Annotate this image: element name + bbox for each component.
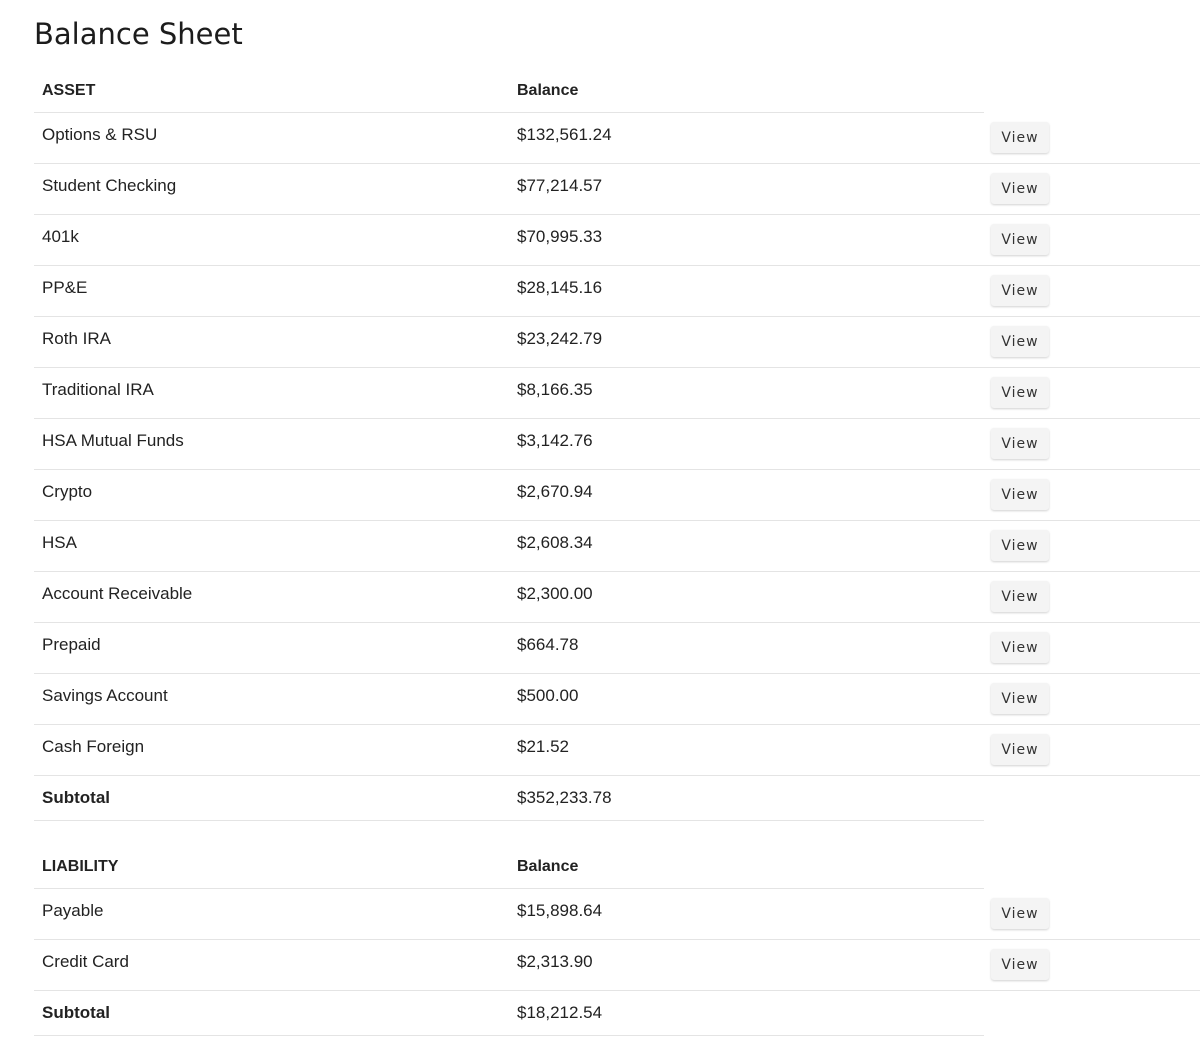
account-name: HSA Mutual Funds — [42, 431, 184, 450]
account-balance: $23,242.79 — [517, 329, 603, 348]
account-balance: $21.52 — [517, 737, 569, 756]
asset-table-header — [34, 70, 1200, 113]
table-row — [34, 215, 1200, 266]
liability-table — [34, 846, 1200, 1036]
table-row — [34, 889, 1200, 940]
account-name: HSA — [42, 533, 77, 552]
view-button[interactable]: View — [991, 224, 1049, 255]
account-name: Account Receivable — [42, 584, 193, 603]
table-row — [34, 470, 1200, 521]
view-button[interactable]: View — [991, 122, 1049, 153]
subtotal-label: Subtotal — [42, 1003, 110, 1022]
account-name: Savings Account — [42, 686, 168, 705]
asset-column-header: ASSET — [42, 82, 96, 99]
balance-column-header: Balance — [517, 858, 579, 875]
account-balance: $2,313.90 — [517, 952, 593, 971]
page-title: Balance Sheet — [34, 17, 243, 51]
view-button[interactable]: View — [991, 173, 1049, 204]
liability-table-header — [34, 846, 1200, 889]
account-balance: $2,670.94 — [517, 482, 593, 501]
account-name: Traditional IRA — [42, 380, 154, 399]
table-row — [34, 419, 1200, 470]
table-row — [34, 164, 1200, 215]
row-divider — [34, 820, 984, 821]
asset-subtotal-row — [34, 776, 1200, 821]
account-name: Cash Foreign — [42, 737, 145, 756]
view-button[interactable]: View — [991, 949, 1049, 980]
account-balance: $3,142.76 — [517, 431, 593, 450]
account-name: Student Checking — [42, 176, 177, 195]
subtotal-value: $352,233.78 — [517, 788, 612, 807]
subtotal-value: $18,212.54 — [517, 1003, 603, 1022]
view-button[interactable]: View — [991, 326, 1049, 357]
account-balance: $8,166.35 — [517, 380, 593, 399]
table-row — [34, 266, 1200, 317]
view-button[interactable]: View — [991, 479, 1049, 510]
account-name: PP&E — [42, 278, 88, 297]
balance-column-header: Balance — [517, 82, 579, 99]
account-name: Credit Card — [42, 952, 129, 971]
table-row — [34, 940, 1200, 991]
account-name: Roth IRA — [42, 329, 111, 348]
account-balance: $2,608.34 — [517, 533, 593, 552]
account-name: Crypto — [42, 482, 93, 501]
view-button[interactable]: View — [991, 632, 1049, 663]
view-button[interactable]: View — [991, 428, 1049, 459]
liability-subtotal-row — [34, 991, 1200, 1036]
account-balance: $28,145.16 — [517, 278, 603, 297]
account-balance: $2,300.00 — [517, 584, 593, 603]
view-button[interactable]: View — [991, 898, 1049, 929]
table-row — [34, 623, 1200, 674]
view-button[interactable]: View — [991, 683, 1049, 714]
account-name: 401k — [42, 227, 79, 246]
table-row — [34, 674, 1200, 725]
view-button[interactable]: View — [991, 275, 1049, 306]
account-name: Prepaid — [42, 635, 101, 654]
table-row — [34, 572, 1200, 623]
table-row — [34, 725, 1200, 776]
account-balance: $70,995.33 — [517, 227, 603, 246]
subtotal-label: Subtotal — [42, 788, 110, 807]
account-balance: $500.00 — [517, 686, 579, 705]
account-balance: $132,561.24 — [517, 125, 612, 144]
liability-column-header: LIABILITY — [42, 858, 119, 875]
view-button[interactable]: View — [991, 581, 1049, 612]
row-divider — [34, 1035, 984, 1036]
table-row — [34, 113, 1200, 164]
table-row — [34, 368, 1200, 419]
view-button[interactable]: View — [991, 734, 1049, 765]
account-balance: $77,214.57 — [517, 176, 603, 195]
table-row — [34, 521, 1200, 572]
view-button[interactable]: View — [991, 377, 1049, 408]
account-balance: $15,898.64 — [517, 901, 603, 920]
account-name: Payable — [42, 901, 104, 920]
table-row — [34, 317, 1200, 368]
account-name: Options & RSU — [42, 125, 158, 144]
account-balance: $664.78 — [517, 635, 579, 654]
asset-table — [34, 70, 1200, 821]
view-button[interactable]: View — [991, 530, 1049, 561]
